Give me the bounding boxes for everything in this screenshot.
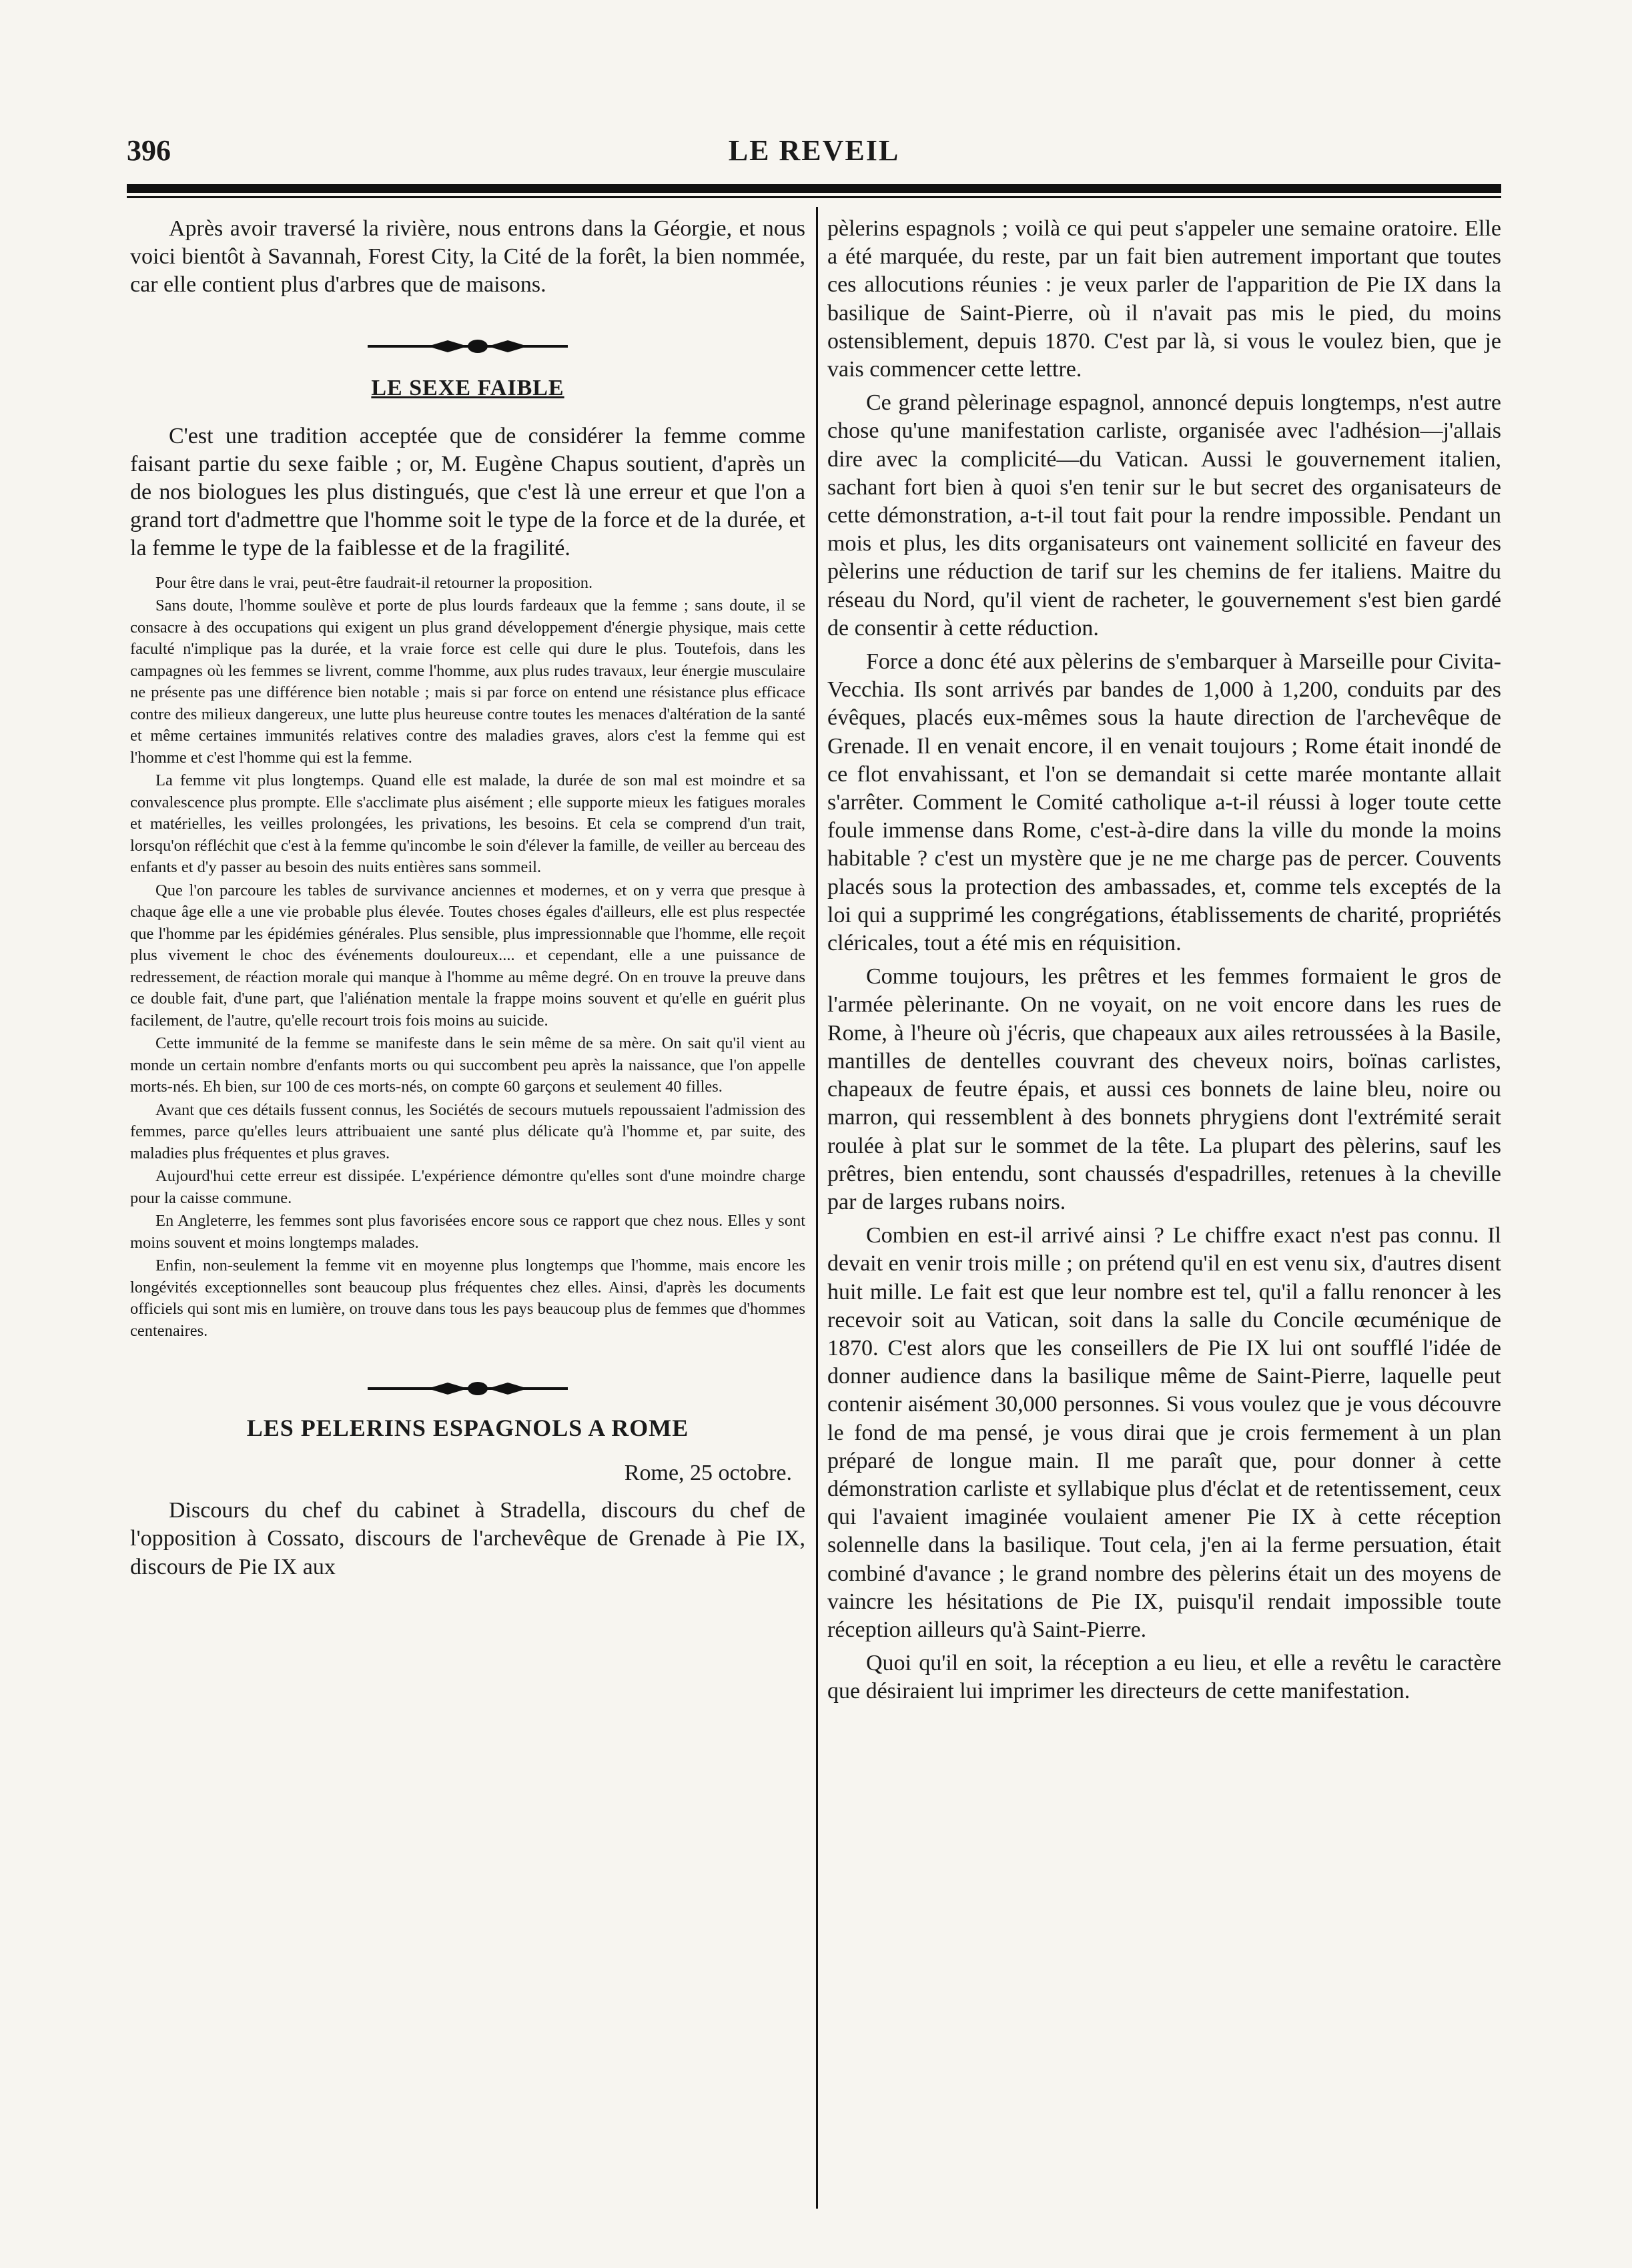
article-lead-paragraph: Discours du chef du cabinet à Stradella, discours du chef de l'opposition à Cossato, discours de l'archevêque de Grenade à Pie IX, discours de Pie IX aux [130,1498,805,1579]
article-paragraph: Force a donc été aux pèlerins de s'embarquer à Marseille pour Civita-Vecchia. Ils sont arrivés par bandes de 1,000 à 1,200, conduits par des évêques, placés eux-mêmes sous la haute direction de l'archevêque de Grenade. Il en venait encore, il en venait toujours ; Rome était inondé de ce flot envahissant, et l'on se demandait si cette marée montante allait s'arrêter. Comment le Comité catholique a-t-il réussi à loger toute cette foule immense dans Rome, c'est-à-dire dans la ville du monde la moins habitable ? c'est un mystère que je ne me charge pas de percer. Couvents placés sous la protection des ambassades, et, comme tels exceptés de la loi qui a supprimé les congrégations, établissements de charité, propriétés cléricales, tout a été mis en réquisition. [827,649,1501,956]
article-paragraph: Pour être dans le vrai, peut-être faudrait-il retourner la proposition. [155,573,593,592]
article-lead-paragraph: C'est une tradition acceptée que de considérer la femme comme faisant partie du sexe faible ; or, M. Eugène Chapus soutient, d'après un de nos biologues les plus distingués, que c'est là une erreur et que l'on a grand tort d'admettre que l'homme soit le type de la force et de la durée, et la femme le type de la faiblesse et de la fragilité. [130,423,805,561]
article-paragraph: Avant que ces détails fussent connus, les Sociétés de secours mutuels repoussaient l'admission des femmes, parce qu'elles leurs attribuaient une santé plus délicate qu'à l'homme et, par suite, des maladies plus fréquentes et plus graves. [130,1100,805,1162]
article-paragraph: Comme toujours, les prêtres et les femmes formaient le gros de l'armée pèlerinante. On ne voyait, on ne voit encore dans les rues de Rome, à l'heure où j'écris, que chapeaux aux ailes retroussées à la Basile, mantilles de dentelles couvrant des cheveux noirs, boïnas carlistes, chapeaux de feutre épais, et aussi ces bonnets de laine bleu, noire ou marron, qui ressemblent à des bonnets phrygiens dont l'extrémité serait roulée à plat sur le sommet de la tête. La plupart des pèlerins, sauf les prêtres, bien entendu, sont chaussés d'espadrilles, retenues à la cheville par de larges rubans noirs. [827,964,1501,1214]
article-paragraph: Combien en est-il arrivé ainsi ? Le chiffre exact n'est pas connu. Il devait en venir trois mille ; on prétend qu'il en est venu six, d'autres disent huit mille. Le fait est que leur nombre est tel, qu'il a fallu renoncer à les recevoir soit au Vatican, soit dans la salle du Concile œcuménique de 1870. C'est alors que les conseillers de Pie IX lui ont soufflé l'idée de donner audience dans la basilique même de Saint-Pierre, laquelle peut contenir aisément 30,000 personnes. Si vous voulez que je vous découvre le fond de ma pensé, je vous dirai que je crois fermement à un plan préparé de longue main. Il me paraît que, pour donner à cette démonstration carliste et syllabique plus d'éclat et de retentissement, ceux qui l'avaient imaginée voulaient amener Pie IX à cette réception solennelle dans la basilique. Tout cela, j'en ai la ferme persuation, était combiné d'avance ; le grand nombre des pèlerins était un des moyens de vaincre les hésitations de Pie IX, puisqu'il rendait impossible toute réception ailleurs qu'à Saint-Pierre. [827,1223,1501,1642]
dateline: Rome, 25 octobre. [624,1461,792,1486]
article-paragraph: Cette immunité de la femme se manifeste dans le sein même de sa mère. On sait qu'il vient au monde un certain nombre d'enfants morts ou qui succombent peu après la naissance, que l'on appelle morts-nés. Eh bien, sur 100 de ces morts-nés, on compte 60 garçons et seulement 40 filles. [130,1034,805,1096]
running-title: LE REVEIL [728,134,900,167]
article-paragraph: Enfin, non-seulement la femme vit en moyenne plus longtemps que l'homme, mais encore les longévités exceptionnelles sont beaucoup plus fréquentes chez elles. Ainsi, d'après les documents officiels qui sont mis en lumière, on trouve dans tous les pays beaucoup plus de femmes que d'hommes centenaires. [130,1256,805,1340]
section-title-sexe-faible: LE SEXE FAIBLE [371,375,564,400]
column-divider [816,207,818,2209]
left-column [130,215,805,1581]
header-rule-thin [127,196,1501,198]
header-rule [127,184,1501,193]
article-paragraph: pèlerins espagnols ; voilà ce qui peut s'appeler une semaine oratoire. Elle a été marquée, du reste, par un fait bien autrement important que toutes ces allocutions réunies : je veux parler de l'apparition de Pie IX dans la basilique de Saint-Pierre, où il n'avait pas mis le pied, du moins ostensiblement, depuis 1870. C'est par là, si vous le voulez bien, que je vais commencer cette lettre. [827,216,1501,382]
intro-paragraph: Après avoir traversé la rivière, nous entrons dans la Géorgie, et nous voici bientôt à Savannah, Forest City, la Cité de la forêt, la bien nommée, car elle contient plus d'arbres que de maisons. [130,216,805,298]
page-header [127,133,1501,173]
article-paragraph: Aujourd'hui cette erreur est dissipée. L'expérience démontre qu'elles sont d'une moindre charge pour la caisse commune. [130,1167,805,1207]
page-number: 396 [127,134,171,167]
article-paragraph: Ce grand pèlerinage espagnol, annoncé depuis longtemps, n'est autre chose qu'une manifestation carliste, organisée avec l'adhésion—j'allais dire avec la complicité—du Vatican. Aussi le gouvernement italien, sachant fort bien à quoi s'en tenir sur le but secret des organisateurs de cette démonstration, a-t-il tout fait pour la rendre impossible. Pendant un mois et plus, les dits organisateurs ont vainement sollicité en faveur des pèlerins une réduction de tarif sur les chemins de fer italiens. Maitre du réseau du Nord, qu'il vient de racheter, le gouvernement s'est bien gardé de consentir à cette réduction. [827,390,1501,641]
article-paragraph: La femme vit plus longtemps. Quand elle est malade, la durée de son mal est moindre et sa convalescence plus prompte. Elle s'acclimate plus aisément ; elle supporte mieux les fatigues morales et matérielles, les veilles prolongées, les privations, les besoins. Et cela se comprend d'un trait, lorsqu'on réfléchit que c'est à la femme qu'incombe le soin d'élever la famille, de veiller au berceau des enfants et d'y passer au besoin des nuits entières sans sommeil. [130,771,805,877]
article-paragraph: Sans doute, l'homme soulève et porte de plus lourds fardeaux que la femme ; sans doute, il se consacre à des occupations qui exigent un plus grand développement d'énergie physique, mais cette faculté n'implique pas la durée, et la vraie force est celle qui dure le plus. Toutefois, dans les campagnes où les femmes se livrent, comme l'homme, aux plus rudes travaux, leur énergie musculaire ne présente pas une différence bien notable ; mais si par force on entend une résistance plus efficace contre des milieux dangereux, une lutte plus heureuse contre toutes les menaces d'altération de la santé et même certaines immunités relatives contre des maladies graves, alors c'est la femme qui est l'homme et c'est l'homme qui est la femme. [130,597,805,767]
section-title-pelerins: LES PELERINS ESPAGNOLS A ROME [246,1415,689,1442]
section-ornament [361,1369,574,1409]
article-paragraph: Quoi qu'il en soit, la réception a eu lieu, et elle a revêtu le caractère que désiraient lui imprimer les directeurs de cette manifestation. [827,1651,1501,1704]
section-ornament [361,326,574,366]
right-column [827,215,1501,1706]
article-paragraph: Que l'on parcoure les tables de survivance anciennes et modernes, et on y verra que presque à chaque âge elle a une vie probable plus élevée. Toutes choses égales d'ailleurs, elle est plus respectée que l'homme par les épidémies générales. Plus sensible, plus impressionnable que l'homme, elle reçoit plus vivement le choc des événements douloureux.... et cependant, elle a une puissance de redressement, de réaction morale qui manque à l'homme au même degré. On en trouve la preuve dans ce double fait, d'une part, que l'aliénation mentale la frappe moins souvent et qu'elle en guérit plus facilement, de l'autre, qu'elle recourt trois fois moins au suicide. [130,881,805,1030]
article-paragraph: En Angleterre, les femmes sont plus favorisées encore sous ce rapport que chez nous. Elles y sont moins souvent et moins longtemps malades. [130,1212,805,1252]
